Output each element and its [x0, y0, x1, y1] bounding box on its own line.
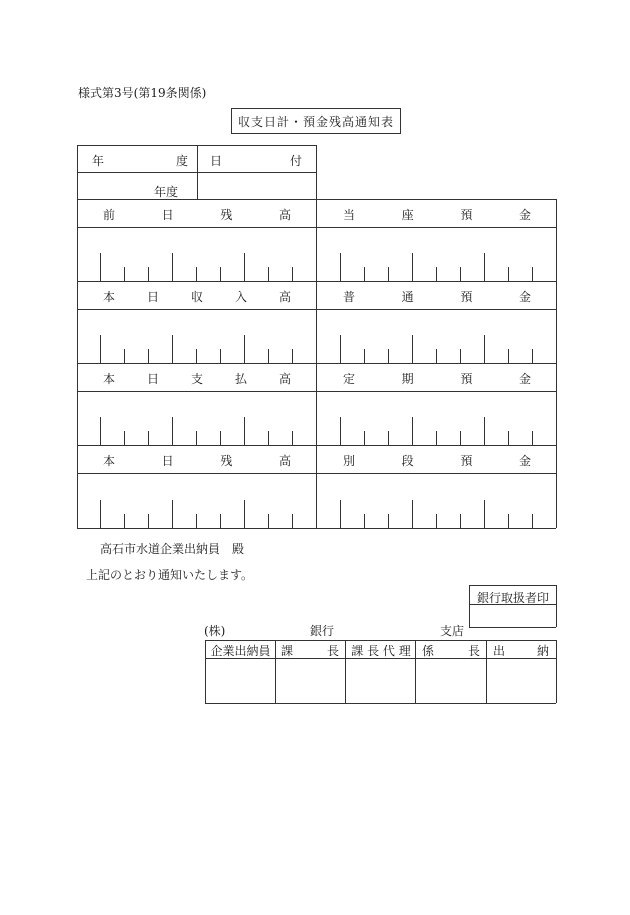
- digit-separator-tick: [412, 500, 413, 528]
- digit-separator-tick: [484, 500, 485, 528]
- digit-separator-tick: [124, 431, 125, 445]
- form-number: 様式第3号(第19条関係): [78, 86, 207, 100]
- digit-separator-tick: [196, 431, 197, 445]
- digit-separator-tick: [412, 253, 413, 281]
- digit-separator-tick: [532, 267, 533, 281]
- digit-separator-tick: [412, 417, 413, 445]
- digit-separator-tick: [364, 349, 365, 363]
- date-label-left: 日: [210, 154, 223, 168]
- digit-separator-tick: [220, 267, 221, 281]
- bank-label: 銀行: [310, 624, 335, 638]
- header-deputy-chief: 課 長 代 理: [351, 644, 411, 658]
- digit-separator-tick: [508, 349, 509, 363]
- digit-separator-tick: [436, 431, 437, 445]
- digit-separator-tick: [100, 417, 101, 445]
- digit-separator-tick: [124, 267, 125, 281]
- label-today-balance: 本 日 残 高: [103, 454, 291, 468]
- label-previous-balance: 前 日 残 高: [103, 208, 291, 222]
- date-label-right: 付: [289, 154, 302, 168]
- digit-separator-tick: [124, 349, 125, 363]
- year-label-right: 度: [175, 154, 188, 168]
- digit-separator-tick: [436, 349, 437, 363]
- digit-separator-tick: [412, 335, 413, 363]
- digit-separator-tick: [436, 267, 437, 281]
- digit-separator-tick: [364, 267, 365, 281]
- digit-separator-tick: [172, 417, 173, 445]
- digit-separator-tick: [340, 500, 341, 528]
- digit-separator-tick: [460, 349, 461, 363]
- digit-separator-tick: [388, 267, 389, 281]
- digit-separator-tick: [340, 335, 341, 363]
- digit-separator-tick: [196, 349, 197, 363]
- header-treasurer: 出 納: [493, 644, 549, 658]
- digit-separator-tick: [364, 431, 365, 445]
- company-prefix: (株): [204, 624, 226, 638]
- digit-separator-tick: [460, 267, 461, 281]
- digit-separator-tick: [124, 514, 125, 528]
- digit-separator-tick: [244, 335, 245, 363]
- label-today-payment: 本 日 支 払 高: [103, 372, 291, 386]
- digit-separator-tick: [508, 431, 509, 445]
- digit-separator-tick: [148, 514, 149, 528]
- label-ordinary-deposit: 普 通 預 金: [343, 290, 531, 304]
- digit-separator-tick: [460, 431, 461, 445]
- label-time-deposit: 定 期 預 金: [343, 372, 531, 386]
- digit-separator-tick: [484, 417, 485, 445]
- digit-separator-tick: [388, 431, 389, 445]
- digit-separator-tick: [196, 267, 197, 281]
- digit-separator-tick: [388, 514, 389, 528]
- digit-separator-tick: [532, 349, 533, 363]
- digit-separator-tick: [220, 349, 221, 363]
- label-special-deposit: 別 段 預 金: [343, 454, 531, 468]
- digit-separator-tick: [148, 267, 149, 281]
- digit-separator-tick: [244, 417, 245, 445]
- year-label-left: 年: [92, 154, 105, 168]
- digit-separator-tick: [508, 267, 509, 281]
- digit-separator-tick: [460, 514, 461, 528]
- digit-separator-tick: [148, 349, 149, 363]
- digit-separator-tick: [268, 431, 269, 445]
- form-title: 収支日計・預金残高通知表: [231, 108, 401, 134]
- digit-separator-tick: [148, 431, 149, 445]
- digit-separator-tick: [172, 335, 173, 363]
- digit-separator-tick: [220, 514, 221, 528]
- notice-text: 上記のとおり通知いたします。: [86, 568, 254, 582]
- digit-separator-tick: [220, 431, 221, 445]
- addressee: 高石市水道企業出納員 殿: [100, 542, 245, 556]
- digit-separator-tick: [292, 431, 293, 445]
- digit-separator-tick: [388, 349, 389, 363]
- digit-separator-tick: [532, 431, 533, 445]
- digit-separator-tick: [172, 253, 173, 281]
- label-checking-deposit: 当 座 預 金: [343, 208, 531, 222]
- header-cashier: 企業出納員: [210, 644, 271, 658]
- digit-separator-tick: [292, 349, 293, 363]
- bank-seal-label: 銀行取扱者印: [476, 591, 549, 605]
- digit-separator-tick: [196, 514, 197, 528]
- digit-separator-tick: [100, 500, 101, 528]
- digit-separator-tick: [244, 253, 245, 281]
- digit-separator-tick: [340, 253, 341, 281]
- digit-separator-tick: [292, 514, 293, 528]
- branch-label: 支店: [440, 624, 465, 638]
- digit-separator-tick: [508, 514, 509, 528]
- digit-separator-tick: [172, 500, 173, 528]
- digit-separator-tick: [436, 514, 437, 528]
- fiscal-year-suffix: 年度: [154, 185, 179, 199]
- digit-separator-tick: [268, 267, 269, 281]
- digit-separator-tick: [484, 253, 485, 281]
- digit-separator-tick: [532, 514, 533, 528]
- digit-separator-tick: [340, 417, 341, 445]
- digit-separator-tick: [484, 335, 485, 363]
- digit-separator-tick: [364, 514, 365, 528]
- digit-separator-tick: [244, 500, 245, 528]
- digit-separator-tick: [100, 335, 101, 363]
- header-section-chief: 課 長: [281, 644, 339, 658]
- header-subsection-chief: 係 長: [422, 644, 480, 658]
- digit-separator-tick: [268, 514, 269, 528]
- digit-separator-tick: [100, 253, 101, 281]
- digit-separator-tick: [268, 349, 269, 363]
- digit-separator-tick: [292, 267, 293, 281]
- label-today-income: 本 日 収 入 高: [103, 290, 291, 304]
